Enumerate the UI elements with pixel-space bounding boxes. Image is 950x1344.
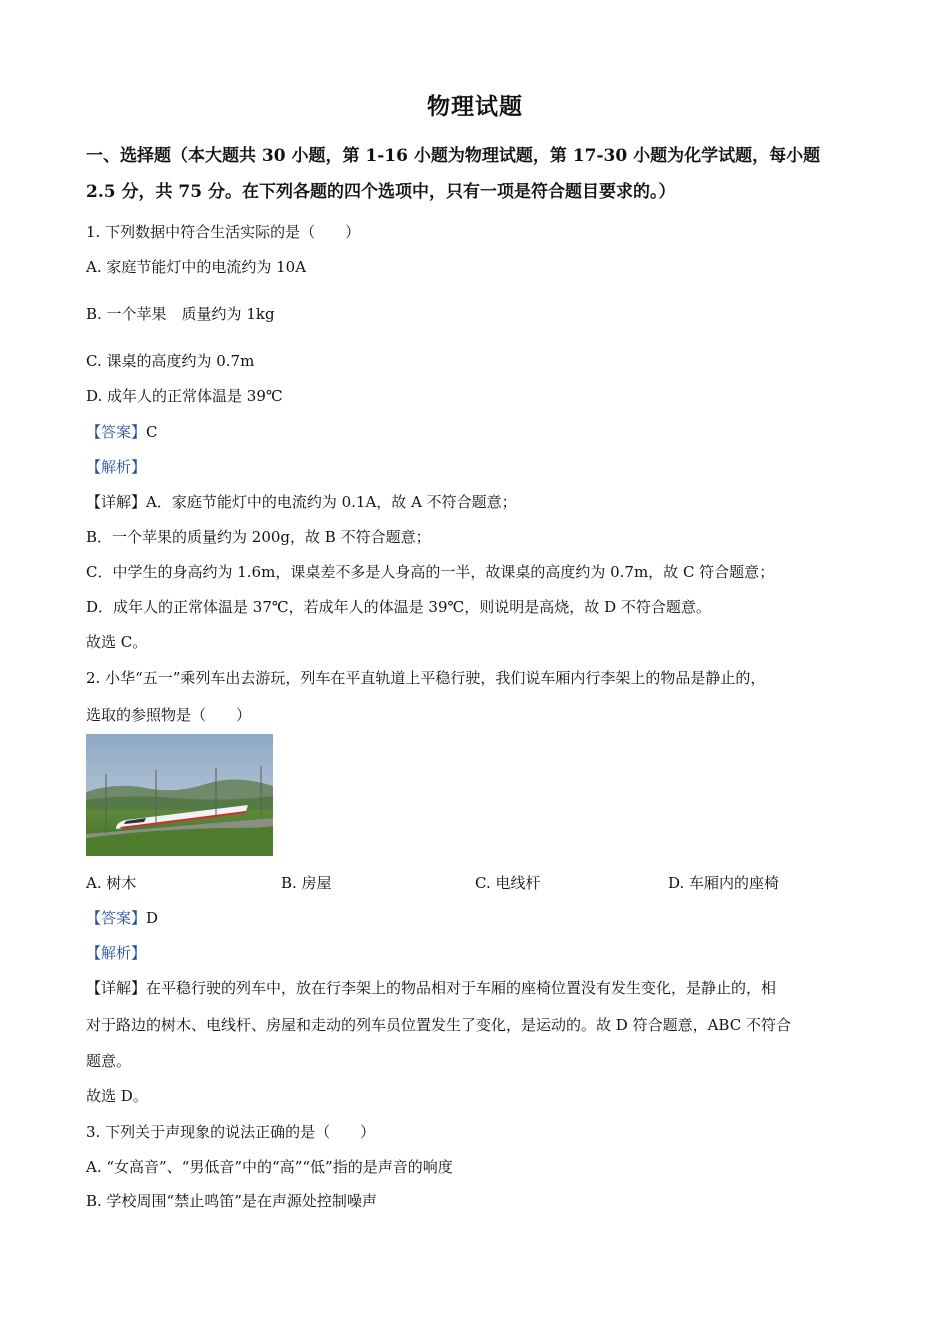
question-2-detail-line-3: 题意。 (86, 1052, 132, 1070)
question-1-option-b: B. 一个苹果 质量约为 1kg (86, 305, 275, 323)
question-1-conclusion: 故选 C。 (86, 633, 148, 651)
question-2-analysis-label: 【解析】 (86, 944, 147, 962)
question-2-detail-line-2: 对于路边的树木、电线杆、房屋和走动的列车员位置发生了变化，是运动的。故 D 符合题意，ABC 不符合 (86, 1016, 791, 1034)
question-1-answer (86, 421, 158, 442)
question-2-detail-line-1 (86, 977, 776, 998)
question-1-option-c: C. 课桌的高度约为 0.7m (86, 352, 255, 370)
train-landscape-illustration (86, 734, 273, 856)
question-3-stem: 3. 下列关于声现象的说法正确的是（ ） (86, 1123, 376, 1141)
question-1-detail-line-2: B．一个苹果的质量约为 200g，故 B 不符合题意； (86, 528, 431, 546)
question-2-conclusion: 故选 D。 (86, 1087, 148, 1105)
question-1-detail-line-4: D．成年人的正常体温是 37℃，若成年人的体温是 39℃，则说明是高烧，故 D 不符合题意。 (86, 598, 711, 616)
detail-text: 在平稳行驶的列车中，放在行李架上的物品相对于车厢的座椅位置没有发生变化，是静止的，相 (146, 979, 777, 997)
question-2-stem-line-1: 2. 小华“五一”乘列车出去游玩，列车在平直轨道上平稳行驶，我们说车厢内行李架上的物品是静止的， (86, 669, 766, 687)
question-1-option-a: A. 家庭节能灯中的电流约为 10A (86, 258, 307, 276)
question-2-option-a: A. 树木 (86, 874, 137, 892)
detail-label: 【详解】 (86, 979, 147, 997)
page-title: 物理试题 (427, 93, 523, 120)
answer-value: C (146, 423, 158, 441)
answer-value: D (146, 909, 159, 927)
question-2-option-d: D. 车厢内的座椅 (668, 874, 780, 892)
question-1-stem: 1. 下列数据中符合生活实际的是（ ） (86, 223, 361, 241)
question-1-option-d: D. 成年人的正常体温是 39℃ (86, 387, 283, 405)
question-2-option-b: B. 房屋 (281, 874, 332, 892)
section-heading (86, 138, 876, 210)
question-2-stem-line-2: 选取的参照物是（ ） (86, 706, 252, 724)
question-1-detail-line-3: C．中学生的身高约为 1.6m，课桌差不多是人身高的一半，故课桌的高度约为 0.7m，故 C 符合题意； (86, 563, 775, 581)
detail-label: 【详解】 (86, 493, 147, 511)
question-2-option-c: C. 电线杆 (475, 874, 541, 892)
section-heading-line-2: 2.5 分，共 75 分。在下列各题的四个选项中，只有一项是符合题目要求的。） (86, 182, 676, 202)
answer-label: 【答案】 (86, 423, 147, 441)
question-1-detail-line-1 (86, 491, 517, 512)
question-3-option-b: B. 学校周围“禁止鸣笛”是在声源处控制噪声 (86, 1192, 377, 1210)
question-3-option-a: A. “女高音”、“男低音”中的“高”“低”指的是声音的响度 (86, 1158, 453, 1176)
question-1-analysis-label: 【解析】 (86, 458, 147, 476)
detail-text: A．家庭节能灯中的电流约为 0.1A，故 A 不符合题意； (146, 493, 517, 511)
question-2-answer (86, 907, 158, 928)
answer-label: 【答案】 (86, 909, 147, 927)
section-heading-line-1: 一、选择题（本大题共 30 小题，第 1-16 小题为物理试题，第 17-30 小题为化学试题，每小题 (86, 146, 821, 166)
train-photo (86, 734, 273, 856)
